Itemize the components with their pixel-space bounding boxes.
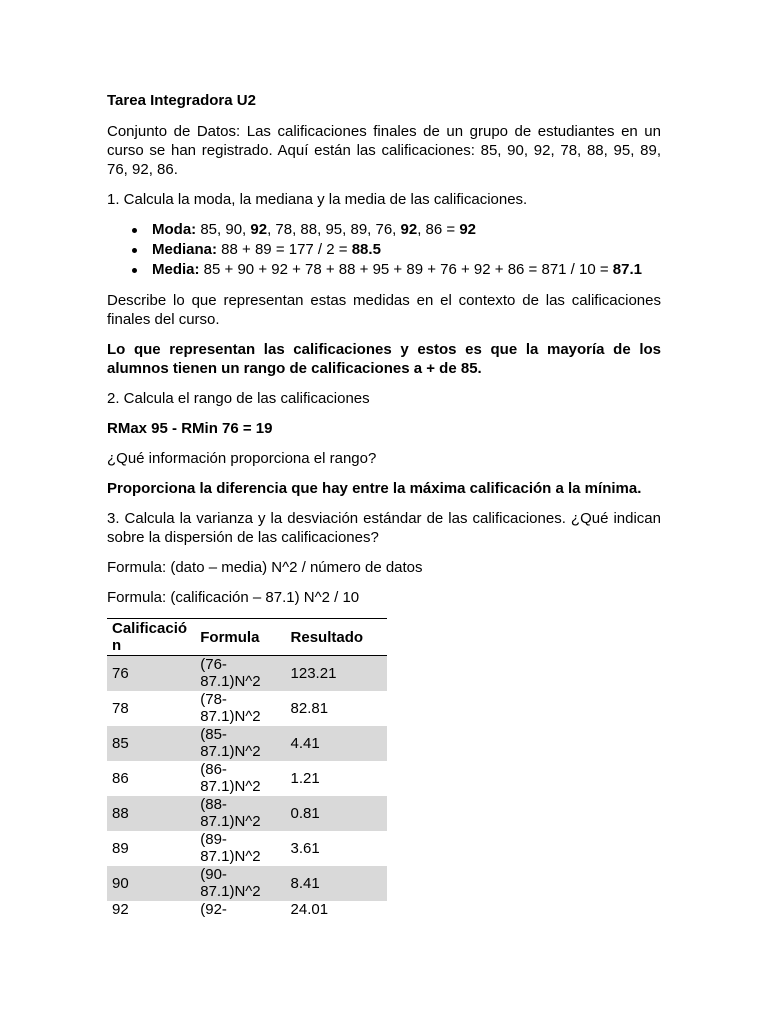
formula-line-2: 87.1)N^2 <box>200 708 261 725</box>
grade-cell: 85 <box>107 726 195 761</box>
table-row <box>107 866 387 901</box>
formula-line-2: 87.1)N^2 <box>200 883 261 900</box>
mediana-label: Mediana: <box>152 241 218 258</box>
result-cell: 8.41 <box>286 866 387 901</box>
formula-cell <box>195 656 285 692</box>
formula-line-2: 87.1)N^2 <box>200 673 261 690</box>
document-page <box>107 91 661 918</box>
grade-cell: 78 <box>112 700 129 717</box>
media-result: 87.1 <box>612 261 642 278</box>
result-cell: 1.21 <box>290 770 320 787</box>
table-row <box>107 831 387 866</box>
list-item-moda <box>152 220 661 240</box>
formula-cell <box>195 796 285 831</box>
moda-text-3: , 86 = <box>417 221 460 238</box>
answer-1: Lo que representan las calificaciones y estos es que la mayoría de los alumnos tienen un rango de calificaciones a + de 85. <box>107 341 661 377</box>
grade-cell: 89 <box>112 840 129 857</box>
result-cell: 82.81 <box>290 700 329 717</box>
moda-result: 92 <box>459 221 477 238</box>
table-row <box>107 691 387 726</box>
moda-text-1: 85, 90, <box>196 221 251 238</box>
grade-cell: 76 <box>107 656 195 692</box>
formula-line-2: 87.1)N^2 <box>200 848 261 865</box>
grade-cell: 88 <box>107 796 195 831</box>
formula-line-1: (76- <box>200 656 227 673</box>
grade-cell: 92 <box>112 901 129 918</box>
variance-table <box>107 618 387 918</box>
formula-line-1: (92- <box>200 901 227 918</box>
formula-line-1: (90- <box>200 866 227 883</box>
formula-line-1: (78- <box>200 691 227 708</box>
media-text: 85 + 90 + 92 + 78 + 88 + 95 + 89 + 76 + 92 + 86 = 871 / 10 = <box>199 261 613 278</box>
mediana-text: 88 + 89 = 177 / 2 = <box>217 241 352 258</box>
table-row <box>107 761 387 796</box>
formula-cell <box>195 691 285 726</box>
formula-line-1: (88- <box>200 796 227 813</box>
result-cell: 3.61 <box>290 840 320 857</box>
result-cell: 4.41 <box>286 726 387 761</box>
formula-line-2: 87.1)N^2 <box>200 778 261 795</box>
header-formula: Formula <box>200 628 260 646</box>
moda-text-2: , 78, 88, 95, 89, 76, <box>267 221 401 238</box>
table-row <box>107 901 387 918</box>
mediana-result: 88.5 <box>351 241 381 258</box>
moda-label: Moda: <box>152 221 197 238</box>
result-cell: 24.01 <box>290 901 329 918</box>
describe-paragraph: Describe lo que representan estas medidas en el contexto de las calificaciones finales del curso. <box>107 292 661 328</box>
formula-specific: Formula: (calificación – 87.1) N^2 / 10 <box>107 589 360 606</box>
result-cell: 123.21 <box>286 656 387 692</box>
question-2: 2. Calcula el rango de las calificaciones <box>107 390 370 407</box>
question-2b: ¿Qué información proporciona el rango? <box>107 450 377 467</box>
table-header-row <box>107 619 387 656</box>
header-calificacion: Calificació n <box>112 620 188 654</box>
formula-cell <box>195 726 285 761</box>
intro-paragraph: Conjunto de Datos: Las calificaciones finales de un grupo de estudiantes en un curso se han registrado. Aquí están las calificaciones: 85, 90, 92, 78, 88, 95, 89, 76, 92, 86. <box>107 123 661 178</box>
result-cell: 0.81 <box>286 796 387 831</box>
table-row <box>107 726 387 761</box>
list-item-media <box>152 260 661 280</box>
formula-line-1: (86- <box>200 761 227 778</box>
formula-line-1: (85- <box>200 726 227 743</box>
formula-cell <box>195 831 285 866</box>
formula-general: Formula: (dato – media) N^2 / número de datos <box>107 559 423 576</box>
media-label: Media: <box>152 261 200 278</box>
formula-cell <box>195 901 285 918</box>
table-row <box>107 656 387 692</box>
range-answer: RMax 95 - RMin 76 = 19 <box>107 420 273 437</box>
moda-bold-2: 92 <box>400 221 418 238</box>
table-row <box>107 796 387 831</box>
document-title: Tarea Integradora U2 <box>107 92 256 109</box>
question-3: 3. Calcula la varianza y la desviación estándar de las calificaciones. ¿Qué indican sobre la dispersión de las calificaciones? <box>107 510 661 546</box>
formula-cell <box>195 761 285 796</box>
answer-2: Proporciona la diferencia que hay entre la máxima calificación a la mínima. <box>107 480 642 497</box>
list-item-mediana <box>152 240 661 260</box>
formula-line-1: (89- <box>200 831 227 848</box>
header-resultado: Resultado <box>290 628 364 646</box>
formula-line-2: 87.1)N^2 <box>200 743 261 760</box>
central-tendency-list <box>107 220 661 280</box>
grade-cell: 90 <box>107 866 195 901</box>
question-1: 1. Calcula la moda, la mediana y la media de las calificaciones. <box>107 191 528 208</box>
formula-cell <box>195 866 285 901</box>
formula-line-2: 87.1)N^2 <box>200 813 261 830</box>
grade-cell: 86 <box>112 770 129 787</box>
moda-bold-1: 92 <box>250 221 268 238</box>
